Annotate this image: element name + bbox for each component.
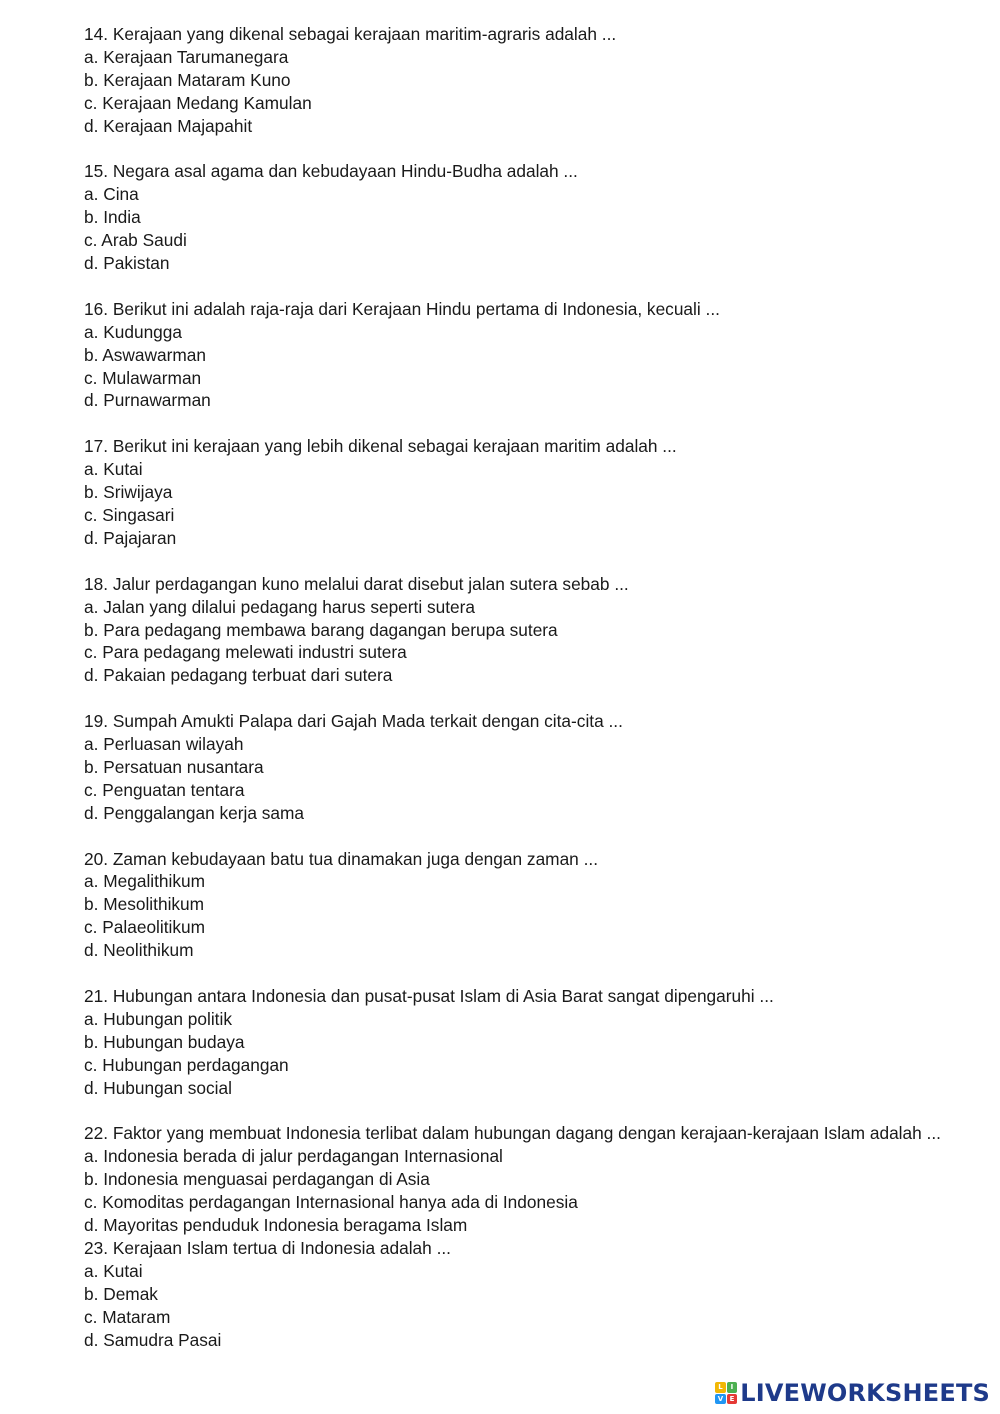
question-19 <box>84 710 964 825</box>
answer-option-b: b. Aswawarman <box>84 344 206 365</box>
answer-option-c: c. Penguatan tentara <box>84 779 245 800</box>
question-18 <box>84 573 964 688</box>
answer-option-c: c. Palaeolitikum <box>84 917 206 938</box>
answer-option-d: d. Pajajaran <box>84 527 177 548</box>
question-16 <box>84 298 964 413</box>
answer-option-a: a. Hubungan politik <box>84 1008 232 1029</box>
question-17 <box>84 435 964 550</box>
answer-option-b: b. Sriwijaya <box>84 482 173 503</box>
answer-option-b: b. Para pedagang membawa barang dagangan berupa sutera <box>84 619 558 640</box>
answer-option-a: a. Kerajaan Tarumanegara <box>84 46 289 67</box>
answer-option-d: d. Samudra Pasai <box>84 1329 222 1350</box>
answer-option-c: c. Para pedagang melewati industri sutera <box>84 642 407 663</box>
answer-option-c: c. Komoditas perdagangan Internasional hanya ada di Indonesia <box>84 1192 578 1213</box>
liveworksheets-logo-icon <box>715 1382 737 1404</box>
question-stem: 21. Hubungan antara Indonesia dan pusat-pusat Islam di Asia Barat sangat dipengaruhi ... <box>84 985 774 1006</box>
answer-option-c: c. Mulawarman <box>84 367 202 388</box>
answer-option-c: c. Singasari <box>84 504 175 525</box>
answer-option-d: d. Mayoritas penduduk Indonesia beragama Islam <box>84 1215 468 1235</box>
question-stem: 19. Sumpah Amukti Palapa dari Gajah Mada terkait dengan cita-cita ... <box>84 711 623 732</box>
question-stem: 16. Berikut ini adalah raja-raja dari Kerajaan Hindu pertama di Indonesia, kecuali ... <box>84 298 720 319</box>
answer-option-c: c. Hubungan perdagangan <box>84 1054 289 1075</box>
answer-option-b: b. Indonesia menguasai perdagangan di Asia <box>84 1169 430 1190</box>
answer-option-d: d. Purnawarman <box>84 390 211 411</box>
question-stem: 23. Kerajaan Islam tertua di Indonesia adalah ... <box>84 1237 451 1258</box>
answer-option-c: c. Arab Saudi <box>84 230 187 251</box>
liveworksheets-brand <box>715 1380 990 1406</box>
question-stem: 15. Negara asal agama dan kebudayaan Hindu-Budha adalah ... <box>84 161 578 182</box>
question-22 <box>84 1122 964 1237</box>
answer-option-a: a. Kudungga <box>84 321 183 342</box>
answer-option-b: b. India <box>84 207 141 228</box>
answer-option-c: c. Mataram <box>84 1306 171 1327</box>
question-21 <box>84 985 964 1100</box>
answer-option-a: a. Perluasan wilayah <box>84 734 244 755</box>
logo-tile-i: I <box>727 1382 738 1393</box>
answer-option-d: d. Pakaian pedagang terbuat dari sutera <box>84 665 393 686</box>
question-stem: 20. Zaman kebudayaan batu tua dinamakan juga dengan zaman ... <box>84 848 598 869</box>
answer-option-b: b. Hubungan budaya <box>84 1031 245 1052</box>
answer-option-d: d. Neolithikum <box>84 940 194 961</box>
answer-option-d: d. Pakistan <box>84 253 170 274</box>
brand-name: LIVEWORKSHEETS <box>740 1379 990 1407</box>
answer-option-b: b. Mesolithikum <box>84 894 205 915</box>
question-stem: 22. Faktor yang membuat Indonesia terlibat dalam hubungan dagang dengan kerajaan-kerajaan Islam adalah ... <box>84 1123 941 1144</box>
question-20 <box>84 848 964 963</box>
answer-option-d: d. Kerajaan Majapahit <box>84 115 253 136</box>
logo-tile-l: L <box>715 1382 726 1393</box>
answer-option-a: a. Jalan yang dilalui pedagang harus seperti sutera <box>84 596 476 617</box>
answer-option-d: d. Hubungan social <box>84 1077 232 1098</box>
logo-tile-v: V <box>715 1394 726 1405</box>
answer-option-a: a. Cina <box>84 184 139 205</box>
question-stem: 17. Berikut ini kerajaan yang lebih dikenal sebagai kerajaan maritim adalah ... <box>84 436 677 457</box>
question-15 <box>84 160 964 275</box>
worksheet-content <box>84 23 964 1351</box>
answer-option-b: b. Persatuan nusantara <box>84 756 264 777</box>
question-14 <box>84 23 964 138</box>
answer-option-a: a. Kutai <box>84 1260 143 1281</box>
answer-option-d: d. Penggalangan kerja sama <box>84 802 305 823</box>
question-23 <box>84 1237 964 1352</box>
answer-option-b: b. Kerajaan Mataram Kuno <box>84 69 291 90</box>
answer-option-b: b. Demak <box>84 1283 158 1304</box>
answer-option-a: a. Kutai <box>84 459 143 480</box>
answer-option-a: a. Megalithikum <box>84 871 206 892</box>
logo-tile-e: E <box>727 1394 738 1405</box>
answer-option-c: c. Kerajaan Medang Kamulan <box>84 92 312 113</box>
question-stem: 14. Kerajaan yang dikenal sebagai kerajaan maritim-agraris adalah ... <box>84 24 617 44</box>
question-stem: 18. Jalur perdagangan kuno melalui darat disebut jalan sutera sebab ... <box>84 573 629 594</box>
answer-option-a: a. Indonesia berada di jalur perdagangan Internasional <box>84 1146 503 1167</box>
